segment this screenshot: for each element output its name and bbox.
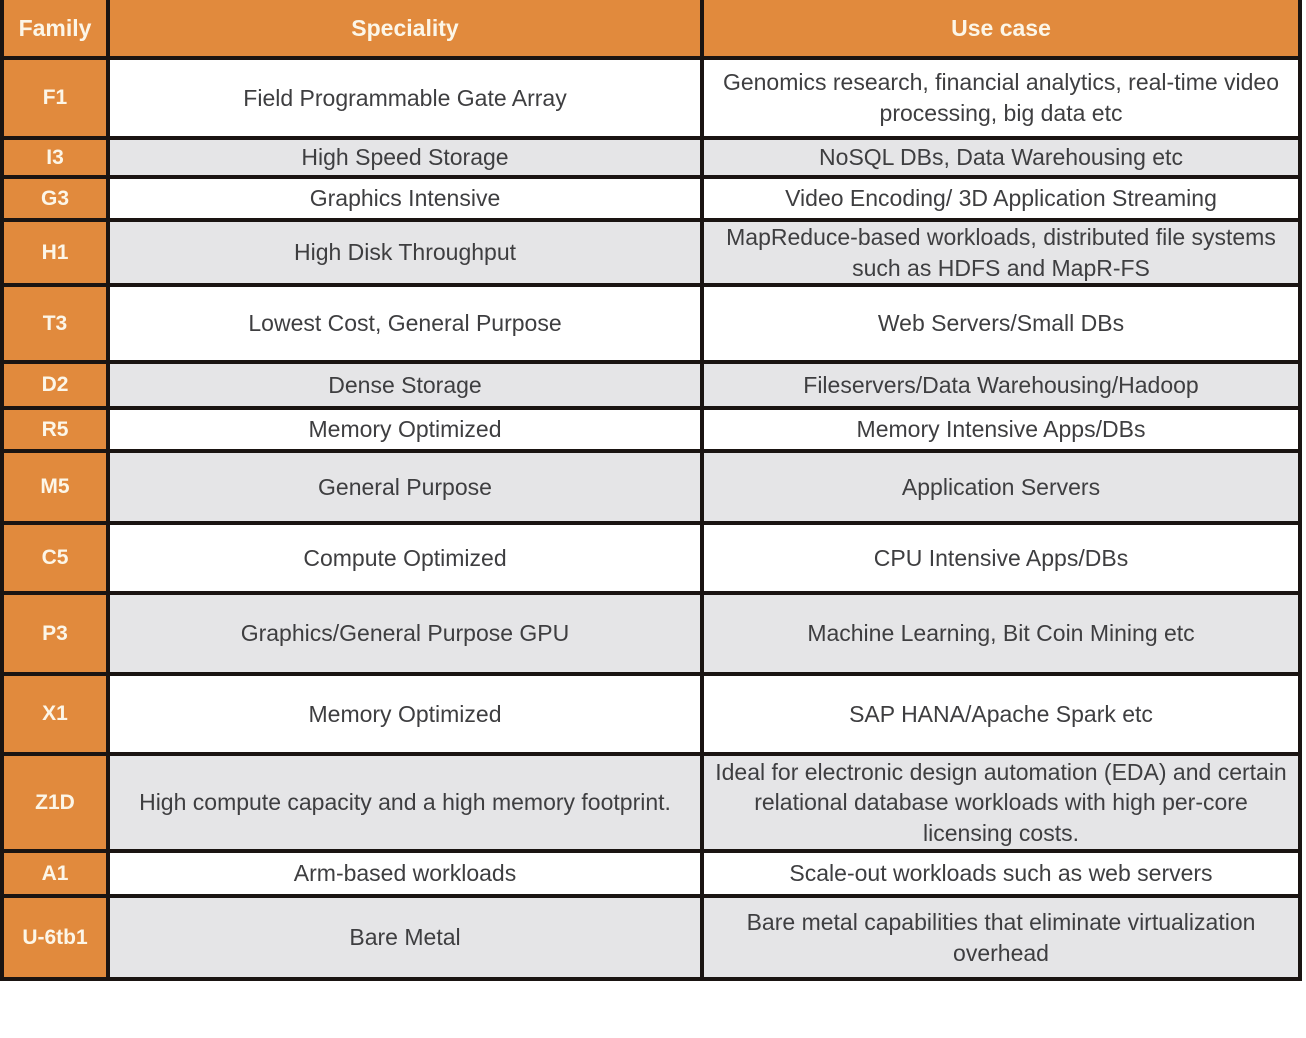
column-header-family: Family [2, 0, 108, 58]
use-case-cell: Machine Learning, Bit Coin Mining etc [702, 593, 1300, 674]
header-row [2, 0, 1300, 58]
speciality-cell: Field Programmable Gate Array [108, 58, 702, 138]
speciality-cell: Graphics Intensive [108, 177, 702, 220]
table-row [2, 451, 1300, 523]
use-case-cell: NoSQL DBs, Data Warehousing etc [702, 138, 1300, 177]
table-row [2, 523, 1300, 593]
table-row [2, 138, 1300, 177]
speciality-cell: Bare Metal [108, 896, 702, 979]
table-row [2, 58, 1300, 138]
speciality-cell: Graphics/General Purpose GPU [108, 593, 702, 674]
family-cell: U-6tb1 [2, 896, 108, 979]
use-case-cell: Memory Intensive Apps/DBs [702, 408, 1300, 451]
use-case-cell: SAP HANA/Apache Spark etc [702, 674, 1300, 754]
table-row [2, 851, 1300, 896]
speciality-cell: High Speed Storage [108, 138, 702, 177]
family-cell: F1 [2, 58, 108, 138]
table-row [2, 408, 1300, 451]
table-header [2, 0, 1300, 58]
use-case-cell: MapReduce-based workloads, distributed file systems such as HDFS and MapR-FS [702, 220, 1300, 285]
family-cell: C5 [2, 523, 108, 593]
family-cell: D2 [2, 362, 108, 408]
use-case-cell: Genomics research, financial analytics, real-time video processing, big data etc [702, 58, 1300, 138]
column-header-speciality: Speciality [108, 0, 702, 58]
speciality-cell: General Purpose [108, 451, 702, 523]
speciality-cell: Lowest Cost, General Purpose [108, 285, 702, 362]
speciality-cell: Memory Optimized [108, 408, 702, 451]
use-case-cell: Fileservers/Data Warehousing/Hadoop [702, 362, 1300, 408]
family-cell: P3 [2, 593, 108, 674]
family-cell: I3 [2, 138, 108, 177]
speciality-cell: High Disk Throughput [108, 220, 702, 285]
table-row [2, 674, 1300, 754]
use-case-cell: Web Servers/Small DBs [702, 285, 1300, 362]
use-case-cell: Bare metal capabilities that eliminate virtualization overhead [702, 896, 1300, 979]
use-case-cell: Video Encoding/ 3D Application Streaming [702, 177, 1300, 220]
speciality-cell: Dense Storage [108, 362, 702, 408]
family-cell: M5 [2, 451, 108, 523]
use-case-cell: Scale-out workloads such as web servers [702, 851, 1300, 896]
speciality-cell: Arm-based workloads [108, 851, 702, 896]
speciality-cell: High compute capacity and a high memory footprint. [108, 754, 702, 851]
family-cell: R5 [2, 408, 108, 451]
family-cell: T3 [2, 285, 108, 362]
table-row [2, 362, 1300, 408]
speciality-cell: Memory Optimized [108, 674, 702, 754]
use-case-cell: CPU Intensive Apps/DBs [702, 523, 1300, 593]
use-case-cell: Ideal for electronic design automation (EDA) and certain relational database workloads with high per-core licensing costs. [702, 754, 1300, 851]
family-cell: G3 [2, 177, 108, 220]
family-cell: X1 [2, 674, 108, 754]
table-row [2, 896, 1300, 979]
table-row [2, 177, 1300, 220]
family-cell: A1 [2, 851, 108, 896]
family-cell: Z1D [2, 754, 108, 851]
table-row [2, 593, 1300, 674]
table-row [2, 754, 1300, 851]
table-row [2, 220, 1300, 285]
column-header-use-case: Use case [702, 0, 1300, 58]
use-case-cell: Application Servers [702, 451, 1300, 523]
family-cell: H1 [2, 220, 108, 285]
table-body [2, 58, 1300, 979]
speciality-cell: Compute Optimized [108, 523, 702, 593]
table-row [2, 285, 1300, 362]
